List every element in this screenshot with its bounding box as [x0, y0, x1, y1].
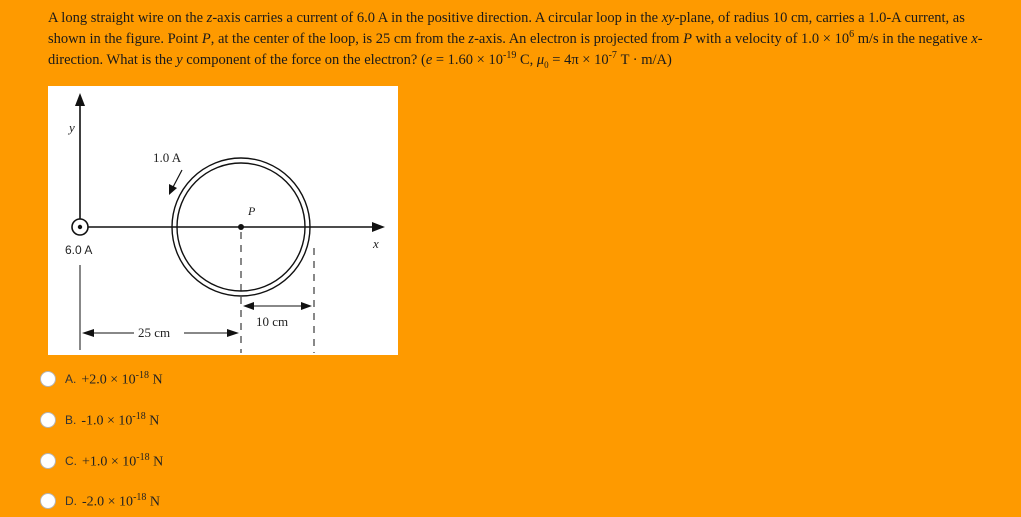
option-d[interactable] [40, 491, 160, 511]
radio-button-b[interactable] [40, 412, 56, 428]
option-a[interactable] [40, 369, 163, 389]
option-c-value: $+1.0 \times 10^{-18}$ N [82, 451, 164, 470]
option-b-letter: B. [65, 413, 77, 427]
x-axis-arrowhead [372, 222, 385, 232]
radio-button-d[interactable] [40, 493, 56, 509]
option-b[interactable] [40, 410, 159, 430]
wire-loop-diagram [48, 86, 398, 355]
distance-label: 25 cm [138, 325, 171, 340]
radio-button-a[interactable] [40, 371, 56, 387]
physics-figure [48, 86, 398, 355]
loop-current-label: 1.0 A [153, 150, 182, 165]
option-a-value: $+2.0 \times 10^{-18}$ N [81, 369, 163, 388]
radius-arrowhead-left [243, 302, 254, 310]
radius-label: 10 cm [256, 314, 289, 329]
distance-arrowhead-right [227, 329, 239, 337]
radio-button-c[interactable] [40, 453, 56, 469]
option-b-value: $-1.0 \times 10^{-18}$ N [81, 410, 160, 429]
loop-current-arrow-line [172, 170, 182, 189]
option-d-value: $-2.0 \times 10^{-18}$ N [82, 491, 161, 510]
wire-current-label: 6.0 A [65, 243, 93, 257]
x-axis-label: x [373, 236, 379, 251]
y-axis-arrowhead [75, 93, 85, 106]
option-c[interactable] [40, 451, 163, 471]
radius-arrowhead-right [301, 302, 312, 310]
loop-current-arrowhead [169, 184, 177, 195]
question-text: A long straight wire on the z-axis carries a current of 6.0 A in the positive direction. A circular loop in the xy-plane, of radius 10 cm, carries a 1.0-A current, as shown in the figure. Point P, at the center of the loop, is 25 cm from the z-axis. An electron is projected from P with a velocity of $1.0 \times 10^6$ m/s in the negative x-direction. What is the y component of the force on the electron? ($e = 1.60 \times 10^{-19}$ C, $\mu_0 = 4\pi \times 10^{-7}$ T · m/A) [48, 10, 983, 70]
distance-arrowhead-left [82, 329, 94, 337]
option-d-letter: D. [65, 494, 77, 508]
option-a-letter: A. [65, 372, 77, 386]
y-axis-label: y [69, 120, 75, 135]
point-p-label: P [248, 204, 256, 218]
point-p-dot [238, 224, 244, 230]
option-c-letter: C. [65, 454, 77, 468]
